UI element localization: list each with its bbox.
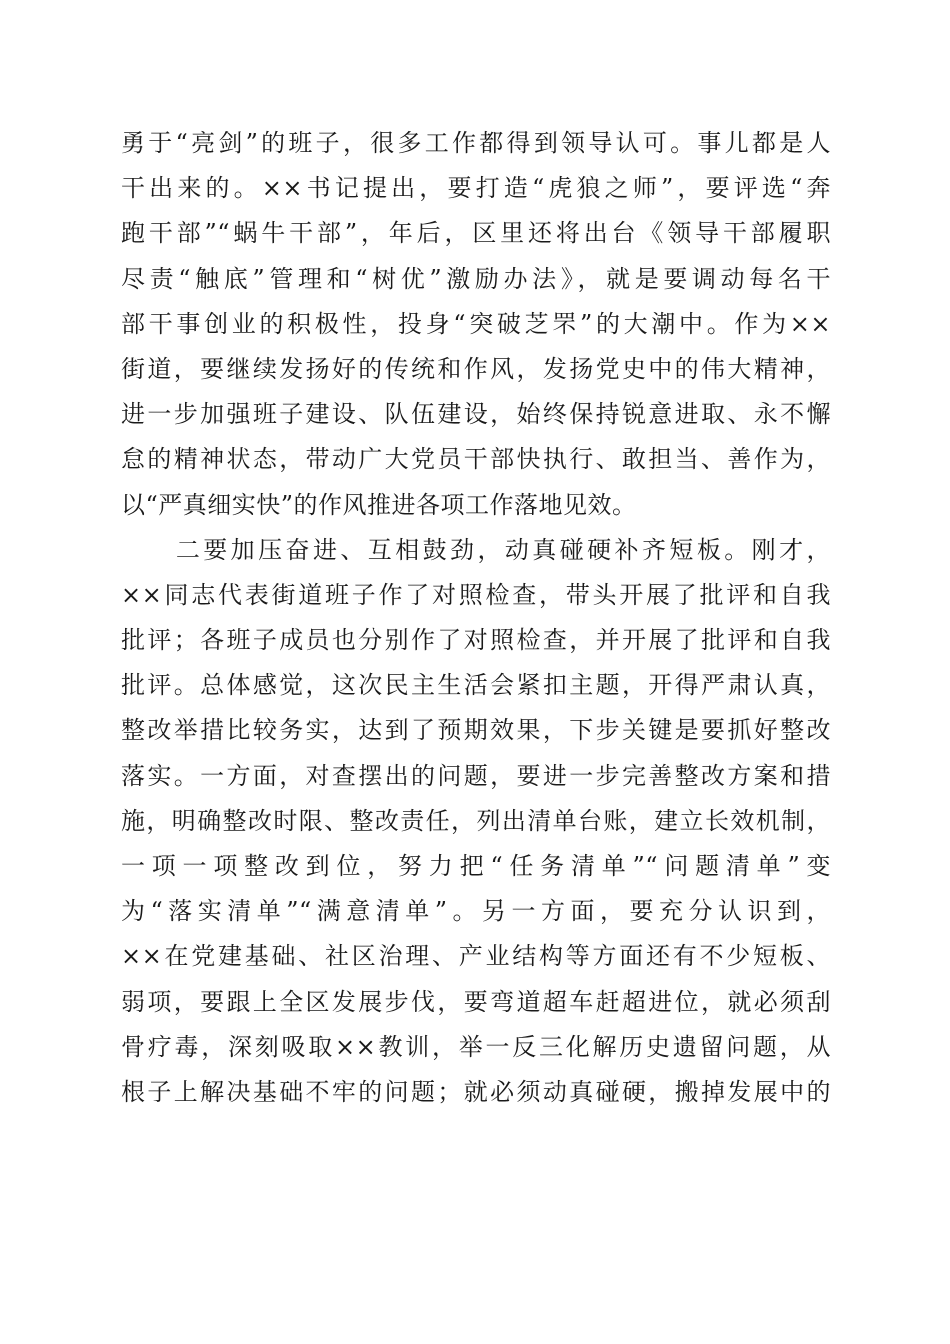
paragraph-2-line-3: 批评；各班子成员也分别作了对照检查，并开展了批评和自我 (121, 626, 831, 655)
paragraph-1-line-4: 尽责“触底”管理和“树优”激励办法》，就是要调动每名干 (121, 264, 831, 293)
paragraph-2-line-10: ××在党建基础、社区治理、产业结构等方面还有不少短板、 (121, 942, 831, 971)
paragraph-1-line-6: 街道，要继续发扬好的传统和作风，发扬党史中的伟大精神， (121, 354, 831, 383)
paragraph-1-line-5: 部干事创业的积极性，投身“突破芝罘”的大潮中。作为×× (121, 309, 831, 338)
paragraph-2-line-13: 根子上解决基础不牢的问题；就必须动真碰硬，搬掉发展中的 (121, 1077, 831, 1106)
paragraph-1-line-9: 以“严真细实快”的作风推进各项工作落地见效。 (121, 490, 637, 519)
document-body (121, 121, 831, 1115)
paragraph-2-line-6: 落实。一方面，对查摆出的问题，要进一步完善整改方案和措 (121, 761, 831, 790)
paragraph-1-line-2: 干出来的。××书记提出，要打造“虎狼之师”，要评选“奔 (121, 174, 831, 203)
paragraph-2-line-2: ××同志代表街道班子作了对照检查，带头开展了批评和自我 (121, 580, 831, 609)
paragraph-1-line-8: 怠的精神状态，带动广大党员干部快执行、敢担当、善作为， (121, 445, 831, 474)
paragraph-2-line-8: 一项一项整改到位，努力把“任务清单”“问题清单”变 (121, 852, 831, 880)
paragraph-2-line-7: 施，明确整改时限、整改责任，列出清单台账，建立长效机制， (121, 806, 831, 835)
paragraph-1-line-7: 进一步加强班子建设、队伍建设，始终保持锐意进取、永不懈 (121, 400, 831, 429)
paragraph-2-line-4: 批评。总体感觉，这次民主生活会紧扣主题，开得严肃认真， (121, 671, 831, 700)
paragraph-2-line-5: 整改举措比较务实，达到了预期效果，下步关键是要抓好整改 (121, 716, 831, 745)
paragraph-2-line-1: 二要加压奋进、互相鼓劲，动真碰硬补齐短板。刚才， (121, 535, 831, 564)
paragraph-2-line-12: 骨疗毒，深刻吸取××教训，举一反三化解历史遗留问题，从 (121, 1032, 831, 1061)
paragraph-1-line-1: 勇于“亮剑”的班子，很多工作都得到领导认可。事儿都是人 (121, 129, 831, 157)
paragraph-2-line-9: 为“落实清单”“满意清单”。另一方面，要充分认识到， (121, 897, 831, 926)
paragraph-1-line-3: 跑干部”“蜗牛干部”，年后，区里还将出台《领导干部履职 (121, 219, 831, 248)
paragraph-2-line-11: 弱项，要跟上全区发展步伐，要弯道超车赶超进位，就必须刮 (121, 987, 831, 1016)
